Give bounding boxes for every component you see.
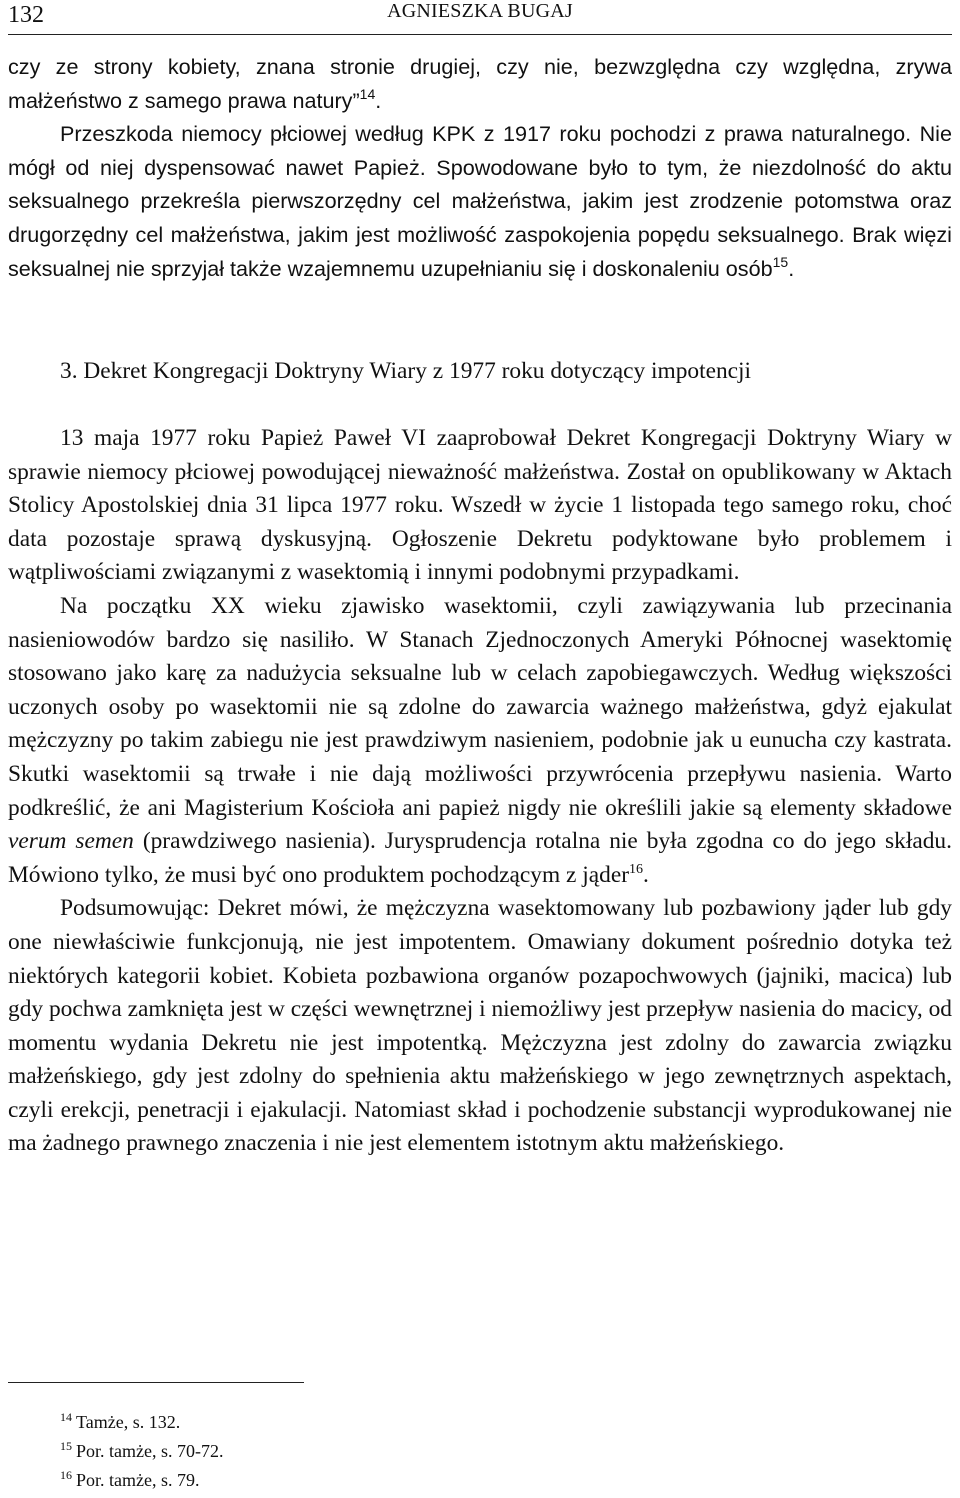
paragraph-text: (prawdziwego nasienia). Jurysprudencja rotalna nie była zgodna co do jego składu. Mówiono tylko, że musi być ono produktem pochodzącym z jąder bbox=[8, 828, 952, 888]
paragraph-text: Na początku XX wieku zjawisko wasektomii, czyli zawiązywania lub przecinania nasieniowodów bardzo się nasiliło. W Stanach Zjednoczonych Ameryki Północnej wasektomię stosowano jako karę za nadużycia seksualne lub w celach zapobiegawczych. Według większości uczonych osoby po wasektomii nie są zdolne do zawarcia ważnego małżeństwa, gdyż ejakulat mężczyzny po takim zabiegu nie jest prawdziwym nasieniem, podobnie jak u eunucha czy kastrata. Skutki wasektomii są trwałe i nie dają możliwości przywrócenia przepływu nasienia. Warto podkreślić, że ani Magisterium Kościoła ani papież nigdy nie określili jakie są elementy składowe bbox=[8, 592, 952, 821]
footnote-ref[interactable]: 14 bbox=[359, 85, 376, 102]
paragraph bbox=[8, 590, 952, 892]
footnote-text: Por. tamże, s. 79. bbox=[76, 1470, 200, 1490]
page-header bbox=[8, 0, 952, 35]
latin-term: verum semen bbox=[8, 828, 134, 855]
paragraph-text: czy ze strony kobiety, znana stronie drugiej, czy nie, bezwzględna czy względna, zrywa małżeństwo z samego prawa natury” bbox=[8, 54, 952, 113]
running-head: AGNIESZKA BUGAJ bbox=[387, 0, 573, 22]
section-heading: 3. Dekret Kongregacji Doktryny Wiary z 1977 roku dotyczący impotencji bbox=[60, 358, 752, 384]
page-number: 132 bbox=[8, 2, 44, 28]
paragraph-text: . bbox=[788, 255, 795, 281]
paragraph-text: Przeszkoda niemocy płciowej według KPK z 1917 roku pochodzi z prawa naturalnego. Nie mógł od niej dyspensować nawet Papież. Spowodowane było to tym, że niezdolność do aktu seksualnego przekreśla pierwszorzędny cel małżeństwa, jakim jest zrodzenie potomstwa oraz drugorzędny cel małżeństwa, jakim jest możliwość zaspokojenia popędu seksualnego. Brak więzi seksualnej nie sprzyjał także wzajemnemu uzupełnianiu się i doskonaleniu osób bbox=[8, 121, 952, 281]
footnote bbox=[60, 1466, 223, 1495]
footnote-text: Tamże, s. 132. bbox=[76, 1412, 181, 1432]
paragraph-text: . bbox=[643, 861, 649, 888]
paragraph-text: . bbox=[375, 87, 382, 113]
footnote-ref[interactable]: 15 bbox=[772, 253, 789, 270]
paragraph: Podsumowując: Dekret mówi, że mężczyzna wasektomowany lub pozbawiony jąder lub gdy one niewłaściwie funkcjonują, nie jest impotentem. Omawiany dokument pośrednio dotyka też niektórych kategorii kobiet. Kobieta pozbawiona organów pozapochwowych (jajniki, macica) lub gdy pochwa zamknięta jest w części wewnętrznej i niemożliwy jest przepływ nasienia do macicy, od momentu wydania Dekretu nie jest impotentką. Mężczyzna jest zdolny do zawarcia związku małżeńskiego, gdy jest zdolny do spełnienia aktu małżeńskiego w jego zewnętrznych aspektach, czyli erekcji, penetracji i ejakulacji. Natomiast skład i pochodzenie substancji wyprodukowanej nie ma żadnego prawnego znaczenia i nie jest elementem istotnym aktu małżeńskiego. bbox=[8, 895, 952, 1157]
section-body bbox=[8, 422, 952, 1161]
footnote-divider bbox=[8, 1382, 304, 1383]
footnote-ref[interactable]: 16 bbox=[629, 861, 644, 877]
footnote-number: 15 bbox=[60, 1439, 72, 1453]
footnote-text: Por. tamże, s. 70-72. bbox=[76, 1441, 224, 1461]
footnotes bbox=[60, 1408, 223, 1495]
paragraph bbox=[8, 117, 952, 285]
footnote-number: 16 bbox=[60, 1468, 72, 1482]
footnote bbox=[60, 1437, 223, 1466]
footnote bbox=[60, 1408, 223, 1437]
paragraph: 13 maja 1977 roku Papież Paweł VI zaaprobował Dekret Kongregacji Doktryny Wiary w sprawie niemocy płciowej powodującej nieważność małżeństwa. Został on opublikowany w Aktach Stolicy Apostolskiej dnia 31 lipca 1977 roku. Wszedł w życie 1 listopada tego samego roku, choć data pozostaje sprawą dyskusyjną. Ogłoszenie Dekretu podyktowane było problemem i wątpliwościami związanymi z wasektomią i innymi podobnymi przypadkami. bbox=[8, 425, 952, 586]
paragraph bbox=[8, 50, 952, 117]
footnote-number: 14 bbox=[60, 1410, 72, 1424]
top-section bbox=[8, 50, 952, 285]
